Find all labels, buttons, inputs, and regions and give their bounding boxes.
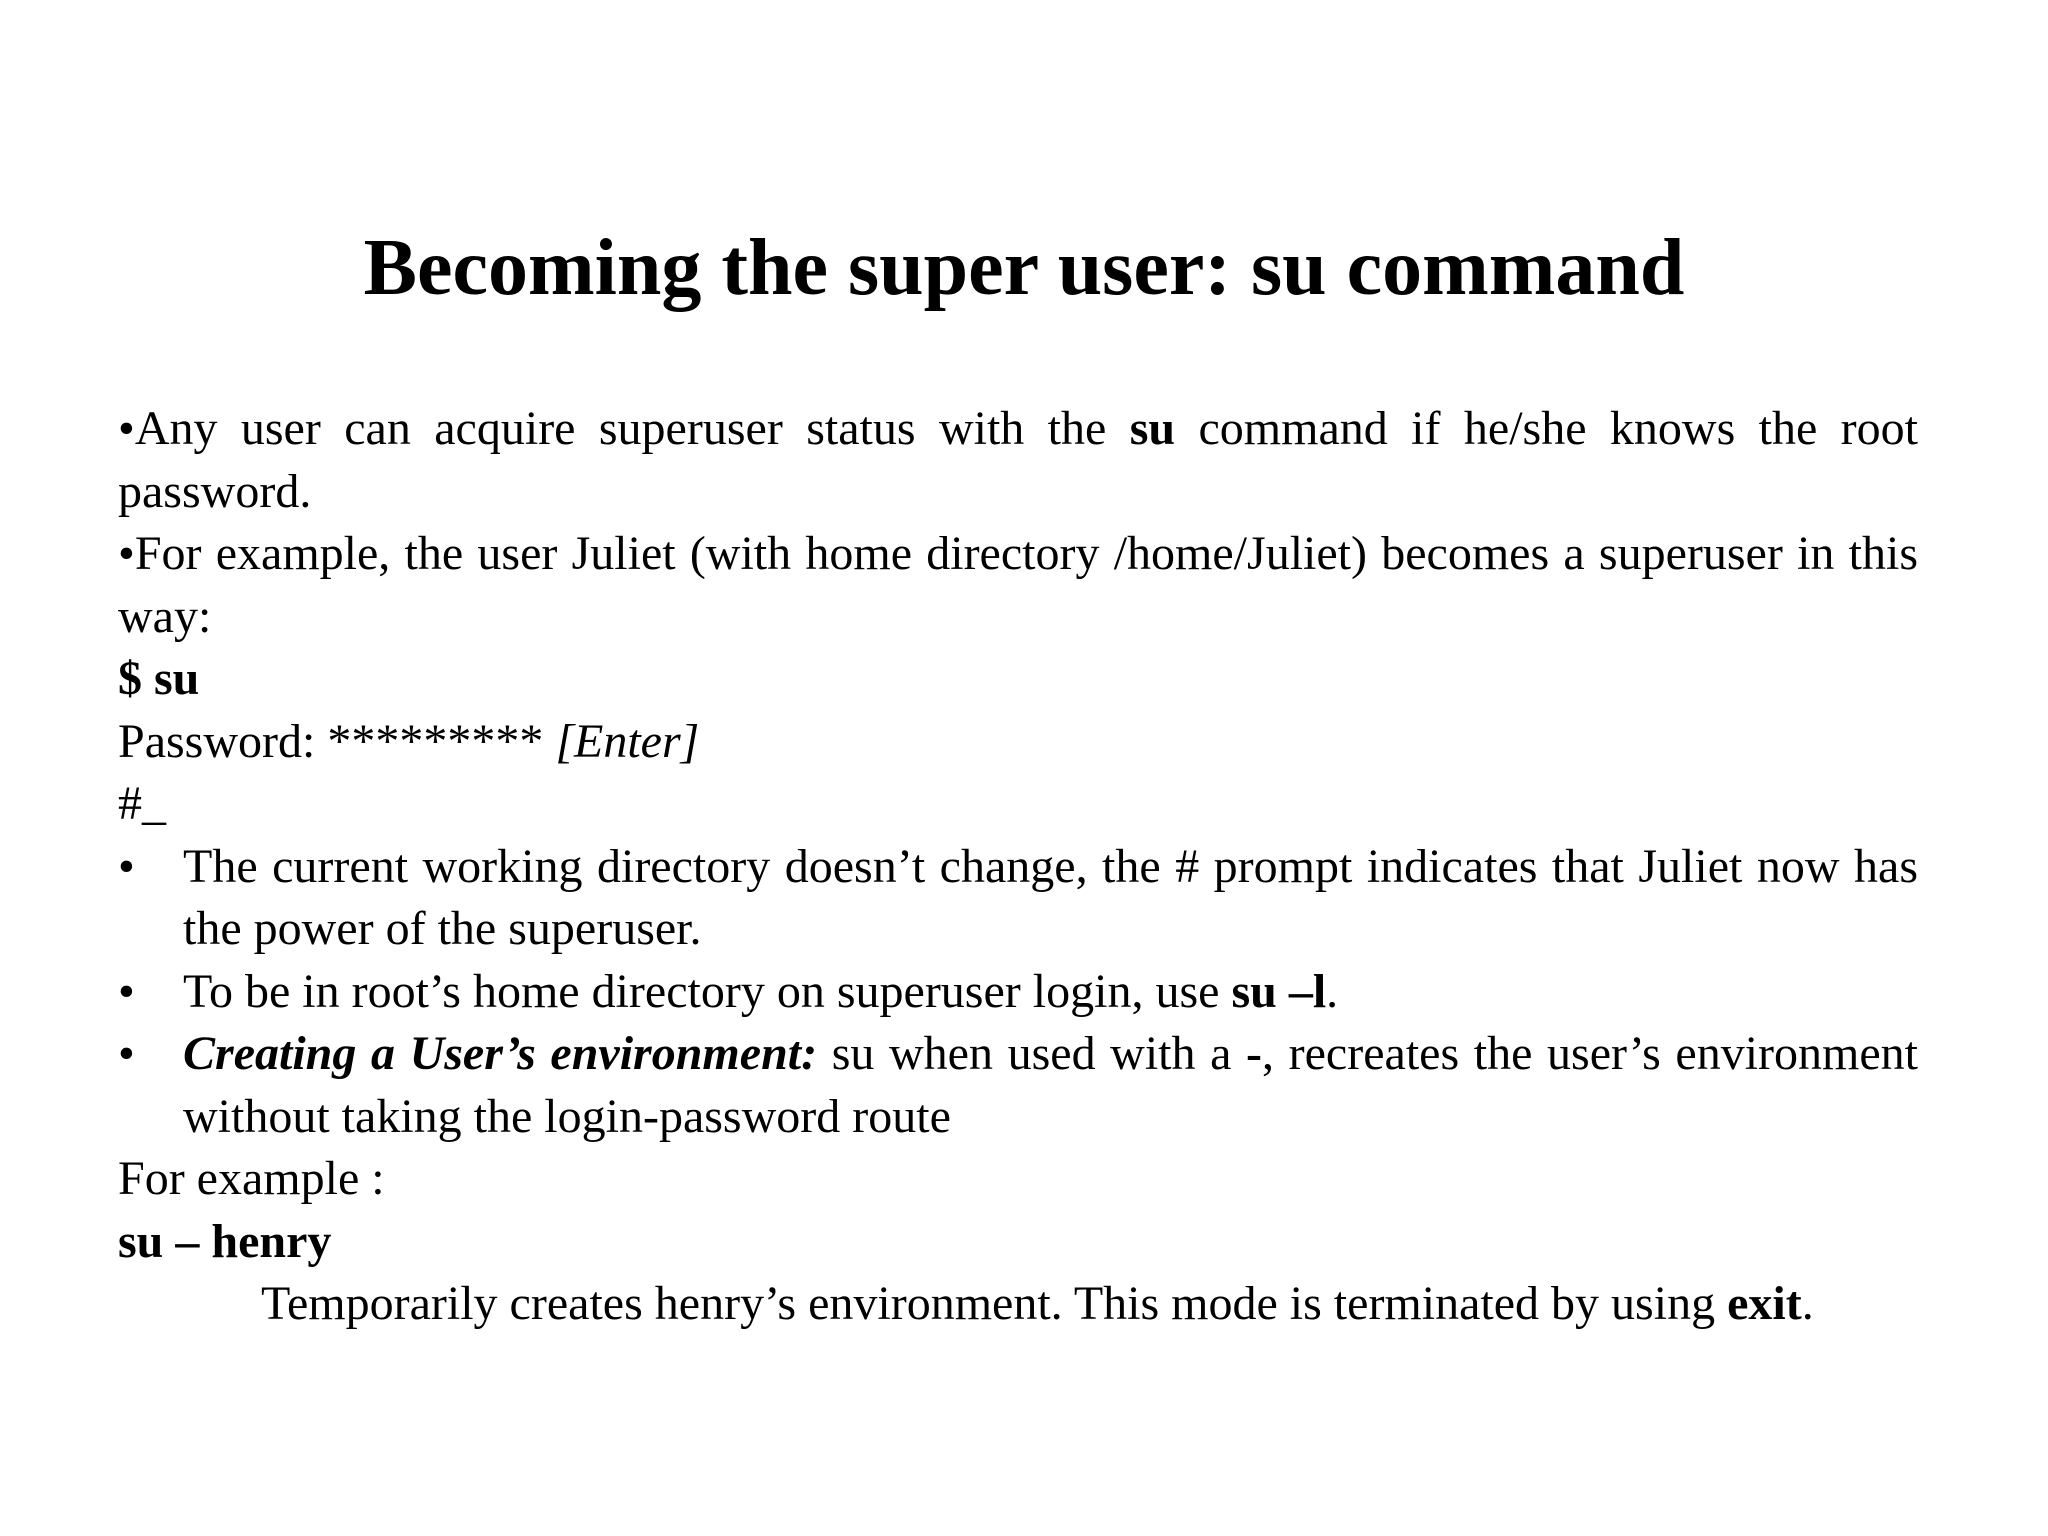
bullet-working-directory <box>118 836 1918 961</box>
bullet-marker: • <box>118 527 135 580</box>
command-exit: exit <box>1727 1277 1802 1330</box>
text: For example, the user Juliet (with home directory /home/Juliet) becomes a superuser in this way: <box>118 527 1918 643</box>
bullet-user-environment <box>118 1023 1918 1148</box>
command-text: $ su <box>118 652 200 705</box>
text: To be in root’s home directory on superuser login, use <box>183 964 1232 1018</box>
bullet-root-home <box>118 961 1918 1024</box>
bullet-marker: • <box>118 402 135 455</box>
text: Any user can acquire superuser status with the <box>134 402 1130 455</box>
command-text: su – henry <box>118 1214 332 1268</box>
slide-title: Becoming the super user: su command <box>363 224 1685 312</box>
command-su: su <box>1129 402 1176 455</box>
text: The current working directory doesn’t change, the # prompt indicates that Juliet now has the power of the superuser. <box>183 839 1918 955</box>
text: command if he/she knows the root password. <box>118 402 1919 518</box>
paragraph-example-juliet <box>118 523 1918 648</box>
password-line <box>118 711 1918 774</box>
bullet-heading: Creating a User’s environment: <box>183 1027 818 1080</box>
root-prompt: #_ <box>118 777 166 830</box>
text: Temporarily creates henry’s environment. This mode is terminated by using <box>261 1277 1728 1330</box>
text: , recreates the user’s environment without taking the login-password route <box>183 1027 1918 1143</box>
slide-body <box>118 398 1918 1336</box>
bullet-marker: • <box>118 839 135 893</box>
password-label: Password: ********* <box>118 714 556 768</box>
enter-key: [Enter] <box>555 714 700 768</box>
command-line-su <box>118 648 1918 711</box>
bullet-marker: • <box>118 1027 135 1080</box>
command-line-su-henry <box>118 1211 1918 1274</box>
text: . <box>1326 964 1339 1018</box>
text: . <box>1801 1277 1814 1330</box>
paragraph-exit <box>118 1273 1918 1336</box>
dash-option: - <box>1246 1027 1263 1080</box>
bullet-marker: • <box>118 964 135 1018</box>
paragraph-superuser-status <box>118 398 1918 523</box>
example-label: For example : <box>118 1152 385 1205</box>
text: su when used with a <box>817 1027 1247 1080</box>
command-su-l: su –l <box>1231 964 1327 1018</box>
